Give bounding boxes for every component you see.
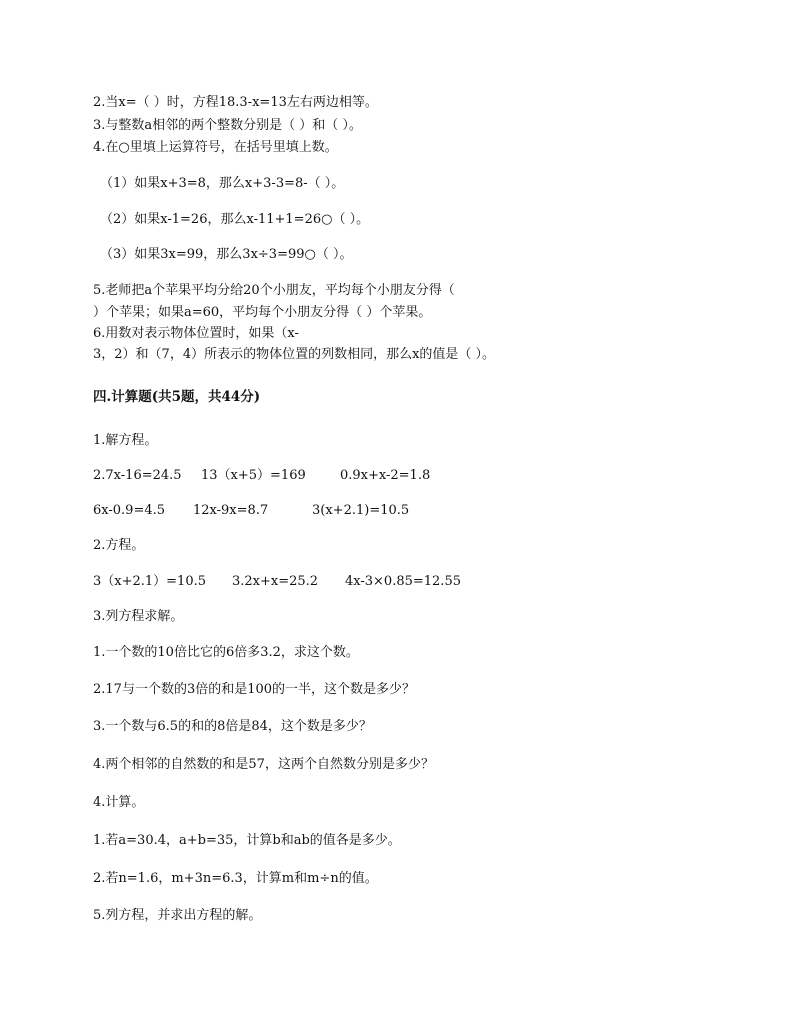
problem-4-item: 2.若n=1.6，m+3n=6.3，计算m和m÷n的值。: [93, 871, 378, 886]
problem-1-title: 1.解方程。: [93, 433, 158, 448]
equation: 3（x+2.1）=10.5: [93, 574, 207, 589]
equation: 0.9x+x-2=1.8: [340, 468, 431, 483]
equation: 6x-0.9=4.5: [93, 503, 166, 518]
question-3-4-item: （1）如果x+3=8，那么x+3-3=8-（ ）。: [100, 176, 345, 191]
question-3-4-item: （3）如果3x=99，那么3x÷3=99○（ ）。: [100, 247, 353, 262]
problem-2-title: 2.方程。: [93, 538, 145, 553]
equation: 4x-3×0.85=12.55: [345, 574, 461, 589]
problem-3-item: 1.一个数的10倍比它的6倍多3.2，求这个数。: [93, 645, 359, 660]
problem-3-item: 4.两个相邻的自然数的和是57，这两个自然数分别是多少？: [93, 757, 434, 772]
question-3-6-line2: 3，2）和（7，4）所表示的物体位置的列数相同，那么x的值是（ ）。: [93, 347, 496, 362]
equation: 2.7x-16=24.5: [93, 468, 182, 483]
problem-4-title: 4.计算。: [93, 795, 145, 810]
problem-5-title: 5.列方程，并求出方程的解。: [93, 908, 262, 923]
question-3-5-line1: 5.老师把a个苹果平均分给20个小朋友，平均每个小朋友分得（: [93, 283, 455, 298]
section-4-heading: 四.计算题(共5题，共44分): [93, 389, 261, 405]
equation: 3.2x+x=25.2: [232, 574, 319, 589]
question-3-5-line2: ）个苹果；如果a=60，平均每个小朋友分得（ ）个苹果。: [93, 305, 432, 320]
question-3-4-item: （2）如果x-1=26，那么x-11+1=26○（ ）。: [100, 212, 370, 227]
equation: 13（x+5）=169: [201, 468, 306, 483]
question-3-3: 3.与整数a相邻的两个整数分别是（ ）和（ ）。: [93, 118, 362, 133]
problem-3-title: 3.列方程求解。: [93, 609, 184, 624]
equation: 12x-9x=8.7: [193, 503, 269, 518]
question-3-2: 2.当x=（ ）时，方程18.3-x=13左右两边相等。: [93, 95, 378, 110]
problem-3-item: 3.一个数与6.5的和的8倍是84，这个数是多少？: [93, 719, 372, 734]
problem-4-item: 1.若a=30.4，a+b=35，计算b和ab的值各是多少。: [93, 833, 401, 848]
problem-3-item: 2.17与一个数的3倍的和是100的一半，这个数是多少？: [93, 682, 416, 697]
equation: 3(x+2.1)=10.5: [312, 503, 410, 518]
question-3-4: 4.在○里填上运算符号，在括号里填上数。: [93, 140, 338, 155]
question-3-6-line1: 6.用数对表示物体位置时，如果（x-: [93, 326, 299, 341]
